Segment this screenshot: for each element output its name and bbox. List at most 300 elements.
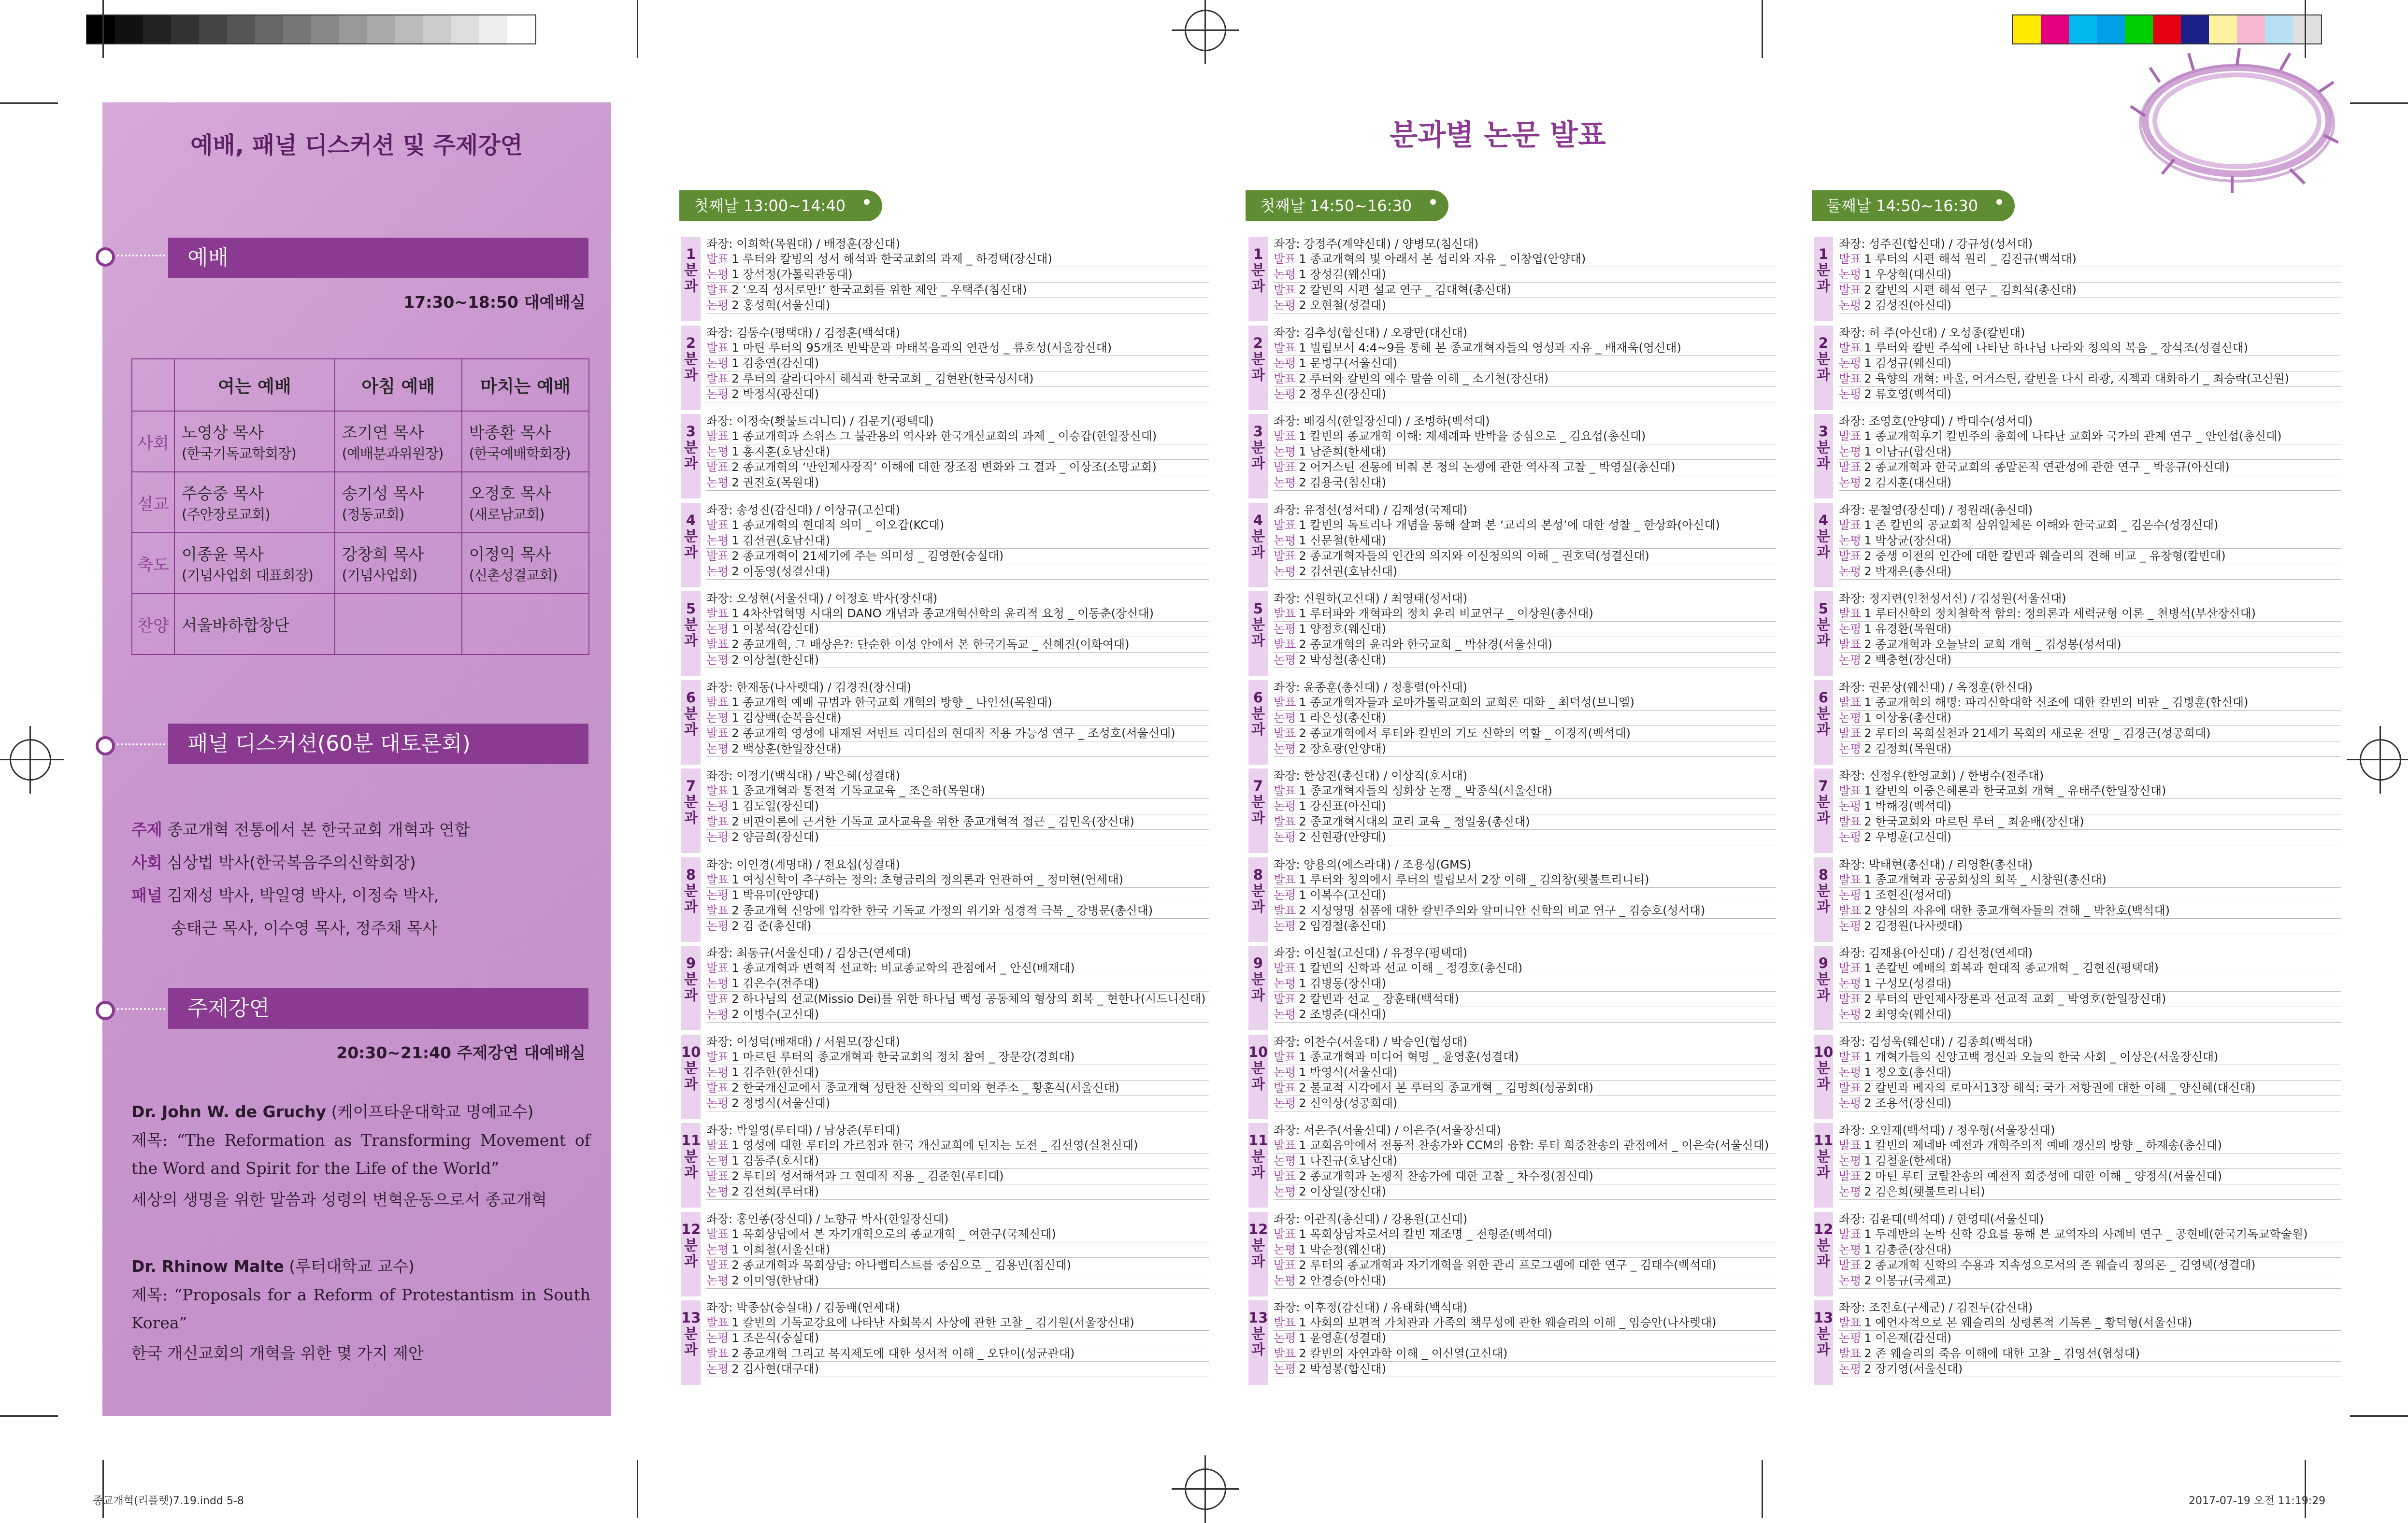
presentation-line: 발표 2 종교개혁에서 루터와 칼빈의 기도 신학의 역할 _ 이경직(백석대): [1274, 726, 1776, 741]
response-line: 논평 2 박재은(총신대): [1839, 564, 2341, 580]
section-divider: [117, 1008, 165, 1010]
chair-line: 좌장: 문철영(장신대) / 정원래(총신대): [1839, 503, 2033, 517]
presentation-line: 발표 2 종교개혁과 목회상담: 아나뱁티스트를 중심으로 _ 김용민(침신대): [706, 1258, 1209, 1273]
presentation-line: 발표 2 종교개혁과 논쟁적 찬송가에 대한 고찰 _ 차수정(침신대): [1274, 1169, 1776, 1184]
presentation-line: 발표 1 종교개혁 예배 규범과 한국교회 개혁의 방향 _ 나인선(목원대): [706, 695, 1209, 711]
group-number: 7 분 과: [1814, 769, 1833, 853]
chair-line: 좌장: 이인경(계명대) / 전요섭(성결대): [706, 858, 901, 871]
group-number: 7 분 과: [681, 769, 701, 853]
presentation-line: 발표 1 목회상담자로서의 칼빈 재조명 _ 전형준(백석대): [1274, 1227, 1776, 1242]
print-stamp: 2017-07-19 오전 11:19:29: [2189, 1495, 2326, 1507]
response-line: 논평 1 김주한(한신대): [706, 1065, 1209, 1081]
response-line: 논평 1 김상백(순복음신대): [706, 711, 1209, 726]
chair-line: 좌장: 오성현(서울신대) / 이정호 박사(장신대): [706, 592, 938, 605]
group-number: 11 분 과: [1248, 1123, 1268, 1208]
group-number: 1 분 과: [1814, 237, 1833, 321]
session-group: [1814, 414, 2345, 498]
presentation-line: 발표 1 마르틴 루터의 종교개혁과 한국교회의 정치 참여 _ 장문강(경희대): [706, 1050, 1209, 1065]
crown-of-thorns-icon: [2116, 39, 2338, 203]
group-number: 2 분 과: [681, 326, 701, 410]
registration-mark-bottom: [1185, 1468, 1226, 1510]
chair-line: 좌장: 이희학(목원대) / 배정훈(장신대): [706, 237, 901, 251]
response-line: 논평 1 윤영훈(성결대): [1274, 1331, 1776, 1346]
col-header: 마치는 예배: [462, 359, 589, 411]
response-line: 논평 2 박정식(광신대): [706, 387, 1209, 402]
group-number: 6 분 과: [1248, 680, 1268, 765]
chair-line: 좌장: 김윤태(백석대) / 한영태(서울신대): [1839, 1212, 2044, 1226]
chair-line: 좌장: 박태현(총신대) / 리영환(총신대): [1839, 858, 2033, 871]
response-line: 논평 1 라은성(총신대): [1274, 711, 1776, 726]
crop-mark: [2305, 1460, 2306, 1518]
session-group: [1248, 769, 1780, 853]
response-line: 논평 2 조용석(장신대): [1839, 1096, 2341, 1111]
session-group: [1814, 857, 2345, 942]
response-line: 논평 1 조은식(숭실대): [706, 1331, 1209, 1346]
response-line: 논평 1 이복수(고신대): [1274, 888, 1776, 903]
group-number: 2 분 과: [1814, 326, 1833, 410]
session-group: [681, 769, 1213, 853]
group-number: 3 분 과: [1248, 414, 1268, 498]
group-number: 13 분 과: [681, 1300, 701, 1385]
row-role: 설교: [132, 472, 174, 533]
presentation-line: 발표 2 중생 이전의 인간에 대한 칼빈과 웨슬리의 견해 비교 _ 유창형(칼빈대): [1839, 549, 2341, 564]
response-line: 논평 2 이미영(한남대): [706, 1273, 1209, 1289]
presentation-line: 발표 2 종교개혁 신앙에 입각한 한국 기독교 가정의 위기와 성경적 극복 _ 강병문(총신대): [706, 903, 1209, 919]
presentation-line: 발표 2 종교개혁과 오늘날의 교회 개혁 _ 김성봉(성서대): [1839, 637, 2341, 653]
empty-cell: [462, 594, 589, 655]
day-header: 첫째날 13:00~14:40: [679, 190, 882, 221]
session-group: [1814, 946, 2345, 1030]
cell-aff: (기념사업회 대표회장): [182, 567, 313, 584]
presentation-line: 발표 1 종교개혁과 미디어 혁명 _ 윤영훈(성결대): [1274, 1050, 1776, 1065]
group-number: 12 분 과: [681, 1212, 701, 1296]
presentation-line: 발표 2 육향의 개혁: 바울, 어거스틴, 칼빈을 다시 라쾅, 지젝과 대화하기 _ 최승락(고신원): [1839, 371, 2341, 387]
panel-host: 사회 심상법 박사(한국복음주의신학회장): [131, 853, 416, 872]
day-header: 둘째날 14:50~16:30: [1812, 190, 2015, 221]
chair-line: 좌장: 양용의(에스라대) / 조용성(GMS): [1274, 858, 1472, 871]
presentation-line: 발표 1 두레반의 논박 신학 강요를 통해 본 교역자의 사례비 연구 _ 공현배(한국기독교학술원): [1839, 1227, 2341, 1242]
response-line: 논평 2 조병준(대신대): [1274, 1007, 1776, 1023]
response-line: 논평 2 김사현(대구대): [706, 1362, 1209, 1377]
session-group: [1248, 680, 1780, 765]
presentation-line: 발표 1 종교개혁의 빛 아래서 본 섭리와 자유 _ 이창엽(안양대): [1274, 252, 1776, 267]
presentation-line: 발표 1 종교개혁과 변혁적 선교학: 비교종교학의 관점에서 _ 안신(배재대): [706, 961, 1209, 976]
response-line: 논평 2 류호영(백석대): [1839, 387, 2341, 402]
crop-mark: [2350, 102, 2408, 104]
file-name: 종교개혁(리플렛)7.19.indd 5-8: [93, 1495, 244, 1507]
group-number: 12 분 과: [1814, 1212, 1833, 1296]
response-line: 논평 2 김정희(목원대): [1839, 741, 2341, 757]
speaker2-korean: 한국 개신교회의 개혁을 위한 몇 가지 제안: [131, 1344, 424, 1363]
chair-line: 좌장: 이관직(총신대) / 강용원(고신대): [1274, 1212, 1468, 1226]
presentation-line: 발표 2 ‘오직 성서로만!’ 한국교회를 위한 제안 _ 우택주(침신대): [706, 283, 1209, 298]
presentation-line: 발표 1 개혁가들의 신앙고백 정신과 오늘의 한국 사회 _ 이상은(서울장신대): [1839, 1050, 2341, 1065]
presentation-line: 발표 1 칼빈의 종교개혁 이해: 재세례파 반박을 중심으로 _ 김요섭(총신대): [1274, 429, 1776, 444]
response-line: 논평 2 김성진(아신대): [1839, 298, 2341, 313]
group-number: 7 분 과: [1248, 769, 1268, 853]
chair-line: 좌장: 조영호(안양대) / 박태수(성서대): [1839, 414, 2033, 428]
chair-line: 좌장: 박일영(루터대) / 남상준(루터대): [706, 1124, 901, 1137]
response-line: 논평 2 양금희(장신대): [706, 830, 1209, 845]
group-number: 11 분 과: [1814, 1123, 1833, 1208]
session-group: [1814, 1035, 2345, 1119]
day-header: 첫째날 14:50~16:30: [1246, 190, 1448, 221]
session-group: [681, 1212, 1213, 1296]
panel-title: 예배, 패널 디스커션 및 주제강연: [190, 132, 523, 159]
section-divider: [117, 743, 165, 745]
presentation-line: 발표 2 한국교회와 마르틴 루터 _ 최윤배(장신대): [1839, 814, 2341, 830]
crop-mark: [2350, 1415, 2408, 1417]
presentation-line: 발표 2 루터의 목회실천과 21세기 목회의 새로운 전망 _ 김경근(성공회대): [1839, 726, 2341, 741]
response-line: 논평 2 김용국(침신대): [1274, 475, 1776, 491]
presentation-line: 발표 1 칼빈의 독트리나 개념을 통해 살펴 본 ‘교리의 본성’에 대한 성찰 _ 한상화(아신대): [1274, 518, 1776, 533]
cell-aff: (한국기독교학회장): [182, 445, 296, 462]
section-bullet-icon: [96, 247, 115, 267]
group-number: 1 분 과: [1248, 237, 1268, 321]
presentation-line: 발표 1 교회음악에서 전통적 찬송가와 CCM의 융합: 루터 회중찬송의 관점에서 _ 이은숙(서울신대): [1274, 1138, 1776, 1153]
session-group: [681, 237, 1213, 321]
cell-name: 박종환 목사: [469, 423, 551, 442]
session-group: [681, 591, 1213, 676]
session-group: [1814, 769, 2345, 853]
fold-mark: [637, 0, 638, 58]
grayscale-bar: [86, 14, 536, 44]
chair-line: 좌장: 이성덕(배재대) / 서원모(장신대): [706, 1035, 901, 1049]
response-line: 논평 1 박순정(웨신대): [1274, 1242, 1776, 1258]
cell-name: 송기성 목사: [342, 484, 424, 503]
presentation-line: 발표 1 종교개혁자들과 로마가톨릭교회의 교회론 대화 _ 최덕성(브니엘): [1274, 695, 1776, 711]
group-number: 9 분 과: [681, 946, 701, 1030]
chair-line: 좌장: 이찬수(서울대) / 박승인(협성대): [1274, 1035, 1468, 1049]
group-number: 5 분 과: [681, 591, 701, 676]
group-number: 5 분 과: [1248, 591, 1268, 676]
response-line: 논평 2 장기영(서울신대): [1839, 1362, 2341, 1377]
speaker1: Dr. John W. de Gruchy (케이프타운대학교 명예교수): [131, 1102, 534, 1121]
group-number: 4 분 과: [1248, 503, 1268, 587]
session-group: [681, 680, 1213, 765]
response-line: 논평 1 신문철(한세대): [1274, 533, 1776, 549]
response-line: 논평 1 김병동(장신대): [1274, 976, 1776, 992]
group-number: 3 분 과: [1814, 414, 1833, 498]
group-number: 8 분 과: [1814, 857, 1833, 942]
worship-time: 17:30~18:50 대예배실: [403, 293, 586, 312]
session-group: [1814, 237, 2345, 321]
group-number: 6 분 과: [1814, 680, 1833, 765]
chair-line: 좌장: 한상진(총신대) / 이상직(호서대): [1274, 769, 1468, 783]
cell-aff: (주안장로교회): [182, 506, 270, 523]
session-group: [1248, 414, 1780, 498]
presentation-line: 발표 2 불교적 시각에서 본 루터의 종교개혁 _ 김명희(성공회대): [1274, 1081, 1776, 1096]
chair-line: 좌장: 이신철(고신대) / 유정우(평택대): [1274, 946, 1468, 960]
response-line: 논평 2 김선권(호남신대): [1274, 564, 1776, 580]
chair-line: 좌장: 이정기(백석대) / 박은혜(성결대): [706, 769, 901, 783]
group-number: 12 분 과: [1248, 1212, 1268, 1296]
response-line: 논평 2 임경철(총신대): [1274, 919, 1776, 934]
session-group: [681, 414, 1213, 498]
response-line: 논평 2 백상훈(한일장신대): [706, 741, 1209, 757]
cell-aff: (기념사업회): [342, 567, 417, 584]
presentation-line: 발표 2 지성영명 심폼에 대한 칼빈주의와 알미니안 신학의 비교 연구 _ 김승호(성서대): [1274, 903, 1776, 919]
chair-line: 좌장: 신원하(고신대) / 최영태(성서대): [1274, 592, 1468, 605]
presentation-line: 발표 2 루터의 성서해석과 그 현대적 적용 _ 김준현(루터대): [706, 1169, 1209, 1184]
session-group: [1248, 326, 1780, 410]
response-line: 논평 1 김총준(장신대): [1839, 1242, 2341, 1258]
response-line: 논평 2 김 준(총신대): [706, 919, 1209, 934]
presentation-line: 발표 2 종교개혁자들의 인간의 의지와 이신청의의 이해 _ 권호덕(성결신대): [1274, 549, 1776, 564]
registration-mark-top: [1185, 10, 1226, 51]
chair-line: 좌장: 신정우(한영교회) / 한병수(전주대): [1839, 769, 2044, 783]
chair-line: 좌장: 윤종훈(총신대) / 정흥렬(아신대): [1274, 681, 1468, 694]
presentation-line: 발표 1 영성에 대한 루터의 가르침과 한국 개신교회에 던지는 도전 _ 김선영(실천신대): [706, 1138, 1209, 1153]
presentation-line: 발표 2 어거스틴 전통에 비춰 본 청의 논쟁에 관한 역사적 고찰 _ 박영실(총신대): [1274, 460, 1776, 475]
response-line: 논평 2 박성봉(합신대): [1274, 1362, 1776, 1377]
presentation-line: 발표 2 루터의 종교개혁과 자기개혁을 위한 관리 프로그램에 대한 연구 _ 김태수(백석대): [1274, 1258, 1776, 1273]
crop-mark: [102, 1460, 104, 1518]
group-number: 1 분 과: [681, 237, 701, 321]
presentation-line: 발표 2 비판이론에 근거한 기독교 교사교육을 위한 종교개혁적 접근 _ 김민옥(장신대): [706, 814, 1209, 830]
presentation-line: 발표 2 존 웨슬리의 죽음 이해에 대한 고찰 _ 김영선(협성대): [1839, 1346, 2341, 1362]
registration-mark-right: [2360, 739, 2401, 781]
col-header: 아침 예배: [335, 359, 462, 411]
session-group: [1814, 591, 2345, 676]
response-line: 논평 1 김동주(호서대): [706, 1153, 1209, 1169]
cell-aff: (정동교회): [342, 506, 404, 523]
dot-icon: [1996, 199, 2002, 205]
section-divider: [117, 255, 165, 256]
presentation-line: 발표 1 루터와 칼빙의 성서 해석과 한국교회의 과제 _ 하경택(장신대): [706, 252, 1209, 267]
presentation-line: 발표 1 여성신학이 추구하는 정의: 초형금리의 정의론과 연관하여 _ 정미현(연세대): [706, 872, 1209, 888]
response-line: 논평 1 홍지훈(호남신대): [706, 444, 1209, 460]
cell-aff: (예배분과위원장): [342, 445, 444, 462]
crop-mark: [0, 102, 58, 104]
session-group: [1248, 1212, 1780, 1296]
presentation-line: 발표 2 종교개혁이 21세기에 주는 의미성 _ 김영한(숭실대): [706, 549, 1209, 564]
response-line: 논평 1 장성길(웨신대): [1274, 267, 1776, 283]
session-group: [681, 1035, 1213, 1119]
presentation-line: 발표 1 루터의 시편 해석 원리 _ 김진규(백석대): [1839, 252, 2341, 267]
response-line: 논평 1 정오호(총신대): [1839, 1065, 2341, 1081]
presentation-line: 발표 1 칼빈의 기독교강요에 나타난 사회복지 사상에 관한 고찰 _ 김기원(서울장신대): [706, 1315, 1209, 1331]
session-group: [1248, 1123, 1780, 1208]
speaker1-title: 제목: “The Reformation as Transforming Movement of the Word and Spirit for the Life of the World”: [131, 1131, 590, 1178]
chair-line: 좌장: 이후정(감신대) / 유태화(백석대): [1274, 1301, 1468, 1314]
session-group: [1248, 1300, 1780, 1385]
speaker2-title: 제목: “Proposals for a Reform of Protestantism in South Korea”: [131, 1285, 590, 1332]
presentation-line: 발표 1 존칼빈 예배의 회복과 현대적 종교개혁 _ 김현진(평택대): [1839, 961, 2341, 976]
chair-line: 좌장: 정지련(인천성서신) / 김성원(서울신대): [1839, 592, 2066, 605]
presentation-line: 발표 1 루터신학의 정치철학적 함의: 정의론과 세력균형 이론 _ 천병석(부산장신대): [1839, 606, 2341, 622]
response-line: 논평 1 이남규(합신대): [1839, 444, 2341, 460]
response-line: 논평 1 박유미(안양대): [706, 888, 1209, 903]
session-group: [681, 1300, 1213, 1385]
presentation-line: 발표 2 마틴 루터 코랄찬송의 예전적 회중성에 대한 이해 _ 양정식(서울신대): [1839, 1169, 2341, 1184]
presentation-line: 발표 1 목회상담에서 본 자기개혁으로의 종교개혁 _ 여한구(국제신대): [706, 1227, 1209, 1242]
presentation-line: 발표 2 하나님의 선교(Missio Dei)를 위한 하나님 백성 공동체의 형상의 회복 _ 현한나(시드니신대): [706, 992, 1209, 1007]
response-line: 논평 2 오현철(성결대): [1274, 298, 1776, 313]
response-line: 논평 1 장석정(가톨릭관동대): [706, 267, 1209, 283]
presentation-line: 발표 2 종교개혁의 윤리와 한국교회 _ 박삼경(서울신대): [1274, 637, 1776, 653]
presentation-line: 발표 1 칼빈의 이중은혜론과 한국교회 개혁 _ 유태주(한일장신대): [1839, 783, 2341, 799]
session-group: [1814, 680, 2345, 765]
session-group: [1248, 503, 1780, 587]
response-line: 논평 2 안경승(아신대): [1274, 1273, 1776, 1289]
session-group: [1814, 326, 2345, 410]
presentation-line: 발표 2 칼빈의 시편 설교 연구 _ 김대혁(총신대): [1274, 283, 1776, 298]
presentation-line: 발표 2 종교개혁의 ‘만인제사장직’ 이해에 대한 장조점 변화와 그 결과 _ 이상조(소망교회): [706, 460, 1209, 475]
fold-mark: [1762, 1460, 1763, 1518]
cell-name: 강창희 목사: [342, 545, 424, 564]
session-group: [681, 1123, 1213, 1208]
session-group: [1248, 1035, 1780, 1119]
cell-name: 오정호 목사: [469, 484, 551, 503]
presentation-line: 발표 1 사회의 보편적 가치관과 가족의 책무성에 관한 웨슬리의 이해 _ 임승안(나사렛대): [1274, 1315, 1776, 1331]
chair-line: 좌장: 서은주(서울신대) / 이은주(서울장신대): [1274, 1124, 1501, 1137]
cell-name: 조기연 목사: [342, 423, 424, 442]
dot-icon: [1430, 199, 1436, 205]
presentation-line: 발표 1 마틴 루터의 95개조 반박문과 마태복음과의 연관성 _ 류호성(서울장신대): [706, 341, 1209, 356]
presentation-line: 발표 2 종교개혁 신학의 수용과 지속성으로서의 존 웨슬리 칭의론 _ 김영택(성결대): [1839, 1258, 2341, 1273]
chair-line: 좌장: 김재용(아신대) / 김선정(연세대): [1839, 946, 2033, 960]
group-number: 8 분 과: [681, 857, 701, 942]
cell-name: 이종윤 목사: [182, 545, 264, 564]
response-line: 논평 1 우상혁(대신대): [1839, 267, 2341, 283]
presentation-line: 발표 2 칼빈의 시편 해석 연구 _ 김희석(총신대): [1839, 283, 2341, 298]
response-line: 논평 2 권진호(목원대): [706, 475, 1209, 491]
cell-name: 이정익 목사: [469, 545, 551, 564]
chair-line: 좌장: 오인재(백석대) / 정우형(서울장신대): [1839, 1124, 2055, 1137]
session-group: [1814, 503, 2345, 587]
presentation-line: 발표 1 존 칼빈의 공교회적 삼위일체론 이해와 한국교회 _ 김은수(성경신대): [1839, 518, 2341, 533]
response-line: 논평 1 남준희(한세대): [1274, 444, 1776, 460]
panel-header: 패널 디스커션(60분 대토론회): [168, 724, 588, 764]
group-number: 4 분 과: [681, 503, 701, 587]
chair-line: 좌장: 조진호(구세군) / 김진두(감신대): [1839, 1301, 2033, 1314]
presentation-line: 발표 1 루터파와 개혁파의 정치 윤리 비교연구 _ 이상원(총신대): [1274, 606, 1776, 622]
worship-header: 예배: [168, 238, 588, 278]
dot-icon: [864, 199, 870, 205]
row-role: 사회: [132, 411, 174, 472]
response-line: 논평 1 문병구(서울신대): [1274, 356, 1776, 371]
presentation-line: 발표 2 종교개혁 영성에 내재된 서번트 리더십의 현대적 적용 가능성 연구 _ 조성호(서울신대): [706, 726, 1209, 741]
response-line: 논평 1 박상균(장신대): [1839, 533, 2341, 549]
presentation-line: 발표 1 루터와 칼빈 주석에 나타난 하나님 나라와 칭의의 복음 _ 장석조(성결신대): [1839, 341, 2341, 356]
registration-mark-left: [10, 739, 51, 781]
presentation-line: 발표 2 칼빈의 자연과학 이해 _ 이신열(고신대): [1274, 1346, 1776, 1362]
chair-line: 좌장: 권문상(웨신대) / 옥정훈(한신대): [1839, 681, 2033, 694]
session-group: [1814, 1212, 2345, 1296]
crop-mark: [0, 1415, 58, 1417]
speaker1-korean: 세상의 생명을 위한 말씀과 성령의 변혁운동으로서 종교개혁: [131, 1190, 547, 1209]
response-line: 논평 1 이희철(서울신대): [706, 1242, 1209, 1258]
response-line: 논평 2 신익상(성공회대): [1274, 1096, 1776, 1111]
empty-cell: [335, 594, 462, 655]
response-line: 논평 2 김정원(나사렛대): [1839, 919, 2341, 934]
group-number: 3 분 과: [681, 414, 701, 498]
chair-line: 좌장: 한재동(나사렛대) / 김경진(장신대): [706, 681, 912, 694]
group-number: 11 분 과: [681, 1123, 701, 1208]
group-number: 9 분 과: [1814, 946, 1833, 1030]
group-number: 6 분 과: [681, 680, 701, 765]
table-row: [132, 533, 589, 594]
chair-line: 좌장: 성주진(합신대) / 강규성(성서대): [1839, 237, 2033, 251]
response-line: 논평 1 유경환(목원대): [1839, 622, 2341, 637]
group-number: 13 분 과: [1248, 1300, 1268, 1385]
response-line: 논평 1 이은재(감신대): [1839, 1331, 2341, 1346]
group-number: 13 분 과: [1814, 1300, 1833, 1385]
row-role: 찬양: [132, 594, 174, 655]
section-bullet-icon: [96, 1001, 115, 1020]
cell-name: 노영상 목사: [182, 423, 264, 442]
table-row: [132, 411, 589, 472]
session-group: [1248, 591, 1780, 676]
presentation-line: 발표 1 칼빈의 신학과 선교 이해 _ 정경호(총신대): [1274, 961, 1776, 976]
response-line: 논평 2 백충현(장신대): [1839, 653, 2341, 668]
response-line: 논평 2 이병수(고신대): [706, 1007, 1209, 1023]
session-group: [681, 503, 1213, 587]
presentation-line: 발표 1 빌립보서 4:4~9를 통해 본 종교개혁자들의 영성과 자유 _ 배재욱(영신대): [1274, 341, 1776, 356]
presentation-line: 발표 2 종교개혁시대의 교리 교육 _ 정일웅(총신대): [1274, 814, 1776, 830]
response-line: 논평 1 이봉석(감신대): [706, 622, 1209, 637]
response-line: 논평 2 박성철(총신대): [1274, 653, 1776, 668]
response-line: 논평 2 장호광(안양대): [1274, 741, 1776, 757]
presentation-line: 발표 2 양심의 자유에 대한 종교개혁자들의 견해 _ 박찬호(백석대): [1839, 903, 2341, 919]
chair-line: 좌장: 유정선(성서대) / 김재성(국제대): [1274, 503, 1468, 517]
worship-panel: [102, 102, 611, 1416]
group-number: 8 분 과: [1248, 857, 1268, 942]
response-line: 논평 2 홍성혁(서울신대): [706, 298, 1209, 313]
cell-aff: (신촌성결교회): [469, 567, 558, 584]
speaker2: Dr. Rhinow Malte (루터대학교 교수): [131, 1257, 415, 1276]
presentation-line: 발표 1 종교개혁과 스위스 그 불관용의 역사와 한국개신교회의 과제 _ 이승갑(한일장신대): [706, 429, 1209, 444]
table-row: [132, 594, 589, 655]
session-group: [1248, 237, 1780, 321]
panel-members: 패널 김재성 박사, 박일영 박사, 이정숙 박사,: [131, 886, 439, 905]
chair-line: 좌장: 박종삼(숭실대) / 김동배(연세대): [706, 1301, 901, 1314]
response-line: 논평 1 박영식(서울신대): [1274, 1065, 1776, 1081]
presentation-line: 발표 1 종교개혁의 현대적 의미 _ 이오갑(KC대): [706, 518, 1209, 533]
presentation-line: 발표 1 칼빈의 제네바 예전과 개혁주의적 예배 갱신의 방향 _ 하재송(총신대): [1839, 1138, 2341, 1153]
section-bullet-icon: [96, 736, 115, 755]
response-line: 논평 2 최영숙(웨신대): [1839, 1007, 2341, 1023]
response-line: 논평 1 박해경(백석대): [1839, 799, 2341, 814]
response-line: 논평 2 이상일(장신대): [1274, 1184, 1776, 1200]
response-line: 논평 1 조현진(성서대): [1839, 888, 2341, 903]
response-line: 논평 2 이동영(성결신대): [706, 564, 1209, 580]
presentation-line: 발표 1 예언자적으로 본 웨슬리의 성령론적 기독론 _ 황덕형(서울신대): [1839, 1315, 2341, 1331]
presentation-line: 발표 2 루터와 칼빈의 예수 말씀 이해 _ 소기천(장신대): [1274, 371, 1776, 387]
response-line: 논평 1 김은수(전주대): [706, 976, 1209, 992]
group-number: 10 분 과: [681, 1035, 701, 1119]
worship-table: [131, 358, 589, 655]
chair-line: 좌장: 허 주(아신대) / 오성종(칼빈대): [1839, 326, 2025, 340]
fold-mark: [637, 1460, 638, 1518]
group-number: 10 분 과: [1814, 1035, 1833, 1119]
session-group: [681, 857, 1213, 942]
response-line: 논평 1 김선권(호남신대): [706, 533, 1209, 549]
presentation-line: 발표 2 루터의 갈라디아서 해석과 한국교회 _ 김현완(한국성서대): [706, 371, 1209, 387]
response-line: 논평 2 김선희(루터대): [706, 1184, 1209, 1200]
chair-line: 좌장: 강정주(계약신대) / 양병모(침신대): [1274, 237, 1479, 251]
presentation-line: 발표 2 칼빈과 베자의 로마서13장 해석: 국가 저항권에 대한 이해 _ 양신혜(대신대): [1839, 1081, 2341, 1096]
group-number: 4 분 과: [1814, 503, 1833, 587]
presentation-line: 발표 1 종교개혁자들의 성화상 논쟁 _ 박종석(서울신대): [1274, 783, 1776, 799]
session-group: [1814, 1300, 2345, 1385]
presentation-line: 발표 2 루터의 만인제사장론과 선교적 교회 _ 박영호(한일장신대): [1839, 992, 2341, 1007]
chair-line: 좌장: 김동수(평택대) / 김정훈(백석대): [706, 326, 901, 340]
group-number: 5 분 과: [1814, 591, 1833, 676]
response-line: 논평 2 정우진(장신대): [1274, 387, 1776, 402]
col-header: 여는 예배: [174, 359, 335, 411]
